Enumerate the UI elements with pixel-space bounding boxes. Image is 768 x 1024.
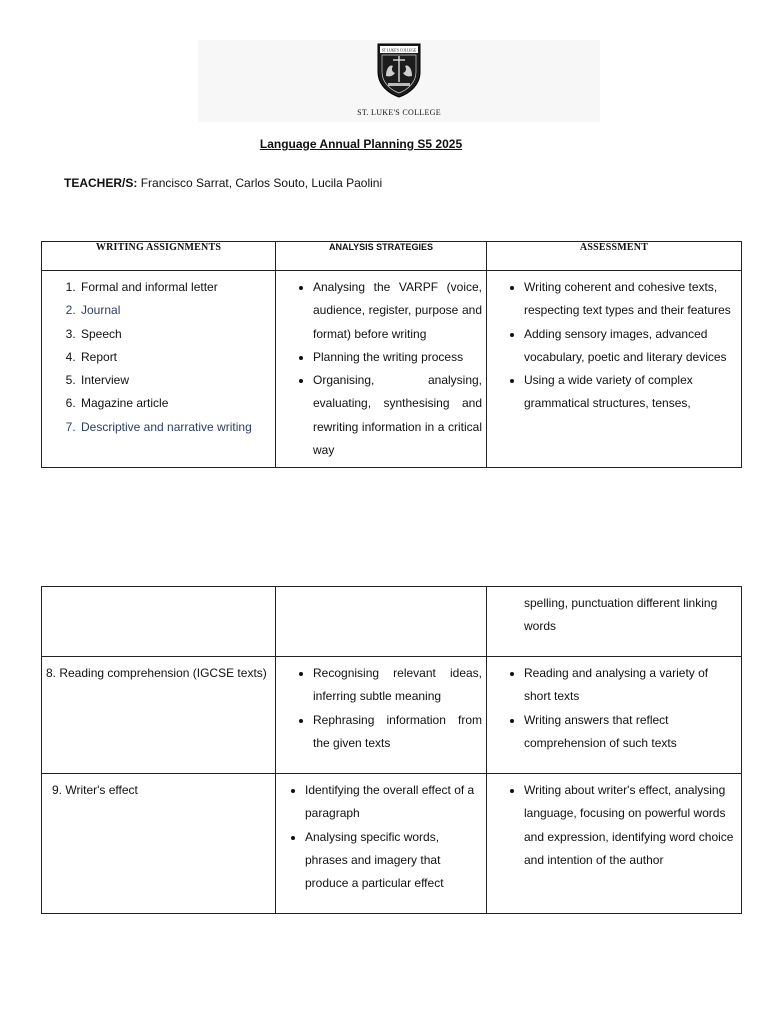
- list-item: • Identifying the overall effect of a paragraph: [305, 779, 486, 826]
- list-item: 5. Interview: [79, 369, 275, 392]
- teachers-names: Francisco Sarrat, Carlos Souto, Lucila Paolini: [140, 176, 383, 190]
- table-row: [42, 657, 742, 774]
- list-item: • Analysing the VARPF (voice, audience, register, purpose and format) before writing: [313, 276, 486, 346]
- list-item: • Recognising relevant ideas, inferring subtle meaning: [313, 662, 486, 709]
- list-item: 4. Report: [79, 346, 275, 369]
- list-item: 6. Magazine article: [79, 392, 275, 415]
- empty-cell: [42, 587, 276, 657]
- list-item: • Writing coherent and cohesive texts, respecting text types and their features: [524, 276, 741, 323]
- table-row: [42, 774, 742, 914]
- table-row: [42, 587, 742, 657]
- assignment-reading-comprehension: 8. Reading comprehension (IGCSE texts): [46, 666, 267, 680]
- table-row: [42, 271, 742, 468]
- list-item: • Writing about writer's effect, analysing language, focusing on powerful words and expression, identifying word choice and intention of the author: [524, 779, 741, 872]
- empty-cell: [276, 587, 487, 657]
- assignments-list: [42, 276, 275, 439]
- document-title: Language Annual Planning S5 2025: [259, 137, 463, 151]
- college-header: [198, 40, 600, 122]
- list-item: 1. Formal and informal letter: [79, 276, 275, 299]
- assignment-writers-effect: 9. Writer's effect: [52, 783, 138, 797]
- list-item: 7. Descriptive and narrative writing: [79, 416, 275, 439]
- college-name: ST. LUKE'S COLLEGE: [357, 108, 441, 117]
- strategies-list: [276, 276, 486, 462]
- list-item: • Reading and analysing a variety of short texts: [524, 662, 741, 709]
- analysis-strategies-cell: [276, 657, 487, 774]
- list-item: • Using a wide variety of complex grammatical structures, tenses,: [524, 369, 741, 416]
- table-header-row: [42, 242, 742, 271]
- header-assessment: ASSESSMENT: [487, 242, 742, 271]
- assessment-list: [487, 779, 741, 872]
- planning-table-part-1: [41, 241, 742, 468]
- list-item: 2. Journal: [79, 299, 275, 322]
- assessment-list: [487, 276, 741, 416]
- writing-assignments-cell: [42, 657, 276, 774]
- assessment-list: [487, 662, 741, 755]
- assessment-cell: [487, 774, 742, 914]
- header-analysis-strategies: ANALYSIS STRATEGIES: [276, 242, 487, 271]
- assessment-continuation-cell: [487, 587, 742, 657]
- list-item: • Adding sensory images, advanced vocabulary, poetic and literary devices: [524, 323, 741, 370]
- header-writing-assignments: WRITING ASSIGNMENTS: [42, 242, 276, 271]
- strategies-list: [276, 779, 486, 895]
- assessment-cell: [487, 271, 742, 468]
- list-item: • Planning the writing process: [313, 346, 486, 369]
- analysis-strategies-cell: [276, 774, 487, 914]
- writing-assignments-cell: [42, 271, 276, 468]
- list-item: 3. Speech: [79, 323, 275, 346]
- list-item: • Analysing specific words, phrases and imagery that produce a particular effect: [305, 826, 486, 896]
- teachers-line: [64, 176, 382, 190]
- strategies-list: [276, 662, 486, 755]
- assessment-cell: [487, 657, 742, 774]
- analysis-strategies-cell: [276, 271, 487, 468]
- svg-text:ST LUKE'S COLLEGE: ST LUKE'S COLLEGE: [381, 48, 417, 53]
- teachers-label: TEACHER/S:: [64, 176, 138, 190]
- list-item: • Organising, analysing, evaluating, synthesising and rewriting information in a critical way: [313, 369, 486, 462]
- college-crest-logo: [376, 42, 422, 98]
- assessment-continuation: spelling, punctuation different linking words: [524, 596, 718, 634]
- writing-assignments-cell: [42, 774, 276, 914]
- planning-table-part-2: [41, 586, 742, 914]
- list-item: • Writing answers that reflect comprehension of such texts: [524, 709, 741, 756]
- list-item: • Rephrasing information from the given texts: [313, 709, 486, 756]
